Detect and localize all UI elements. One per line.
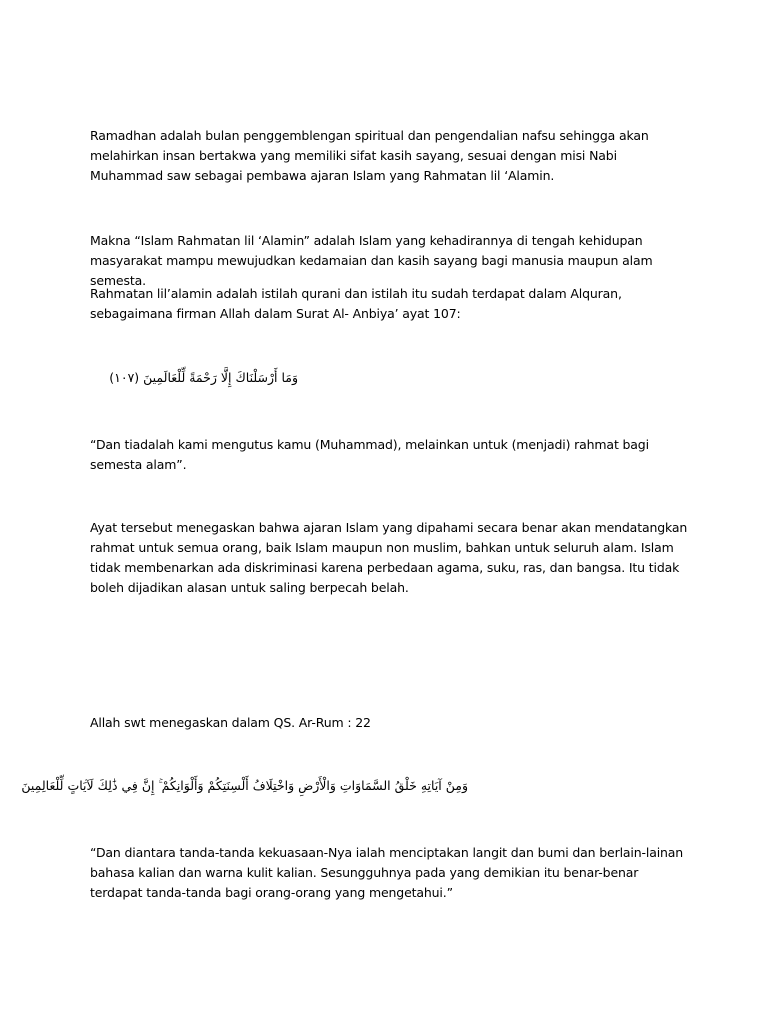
- translation-anbiya-107: “Dan tiadalah kami mengutus kamu (Muhammad), melainkan untuk (menjadi) rahmat bagi semesta alam”.: [90, 437, 649, 472]
- paragraph-ar-rum-intro: Allah swt menegaskan dalam QS. Ar-Rum : 22: [90, 715, 371, 730]
- paragraph-ayat-tersebut: Ayat tersebut menegaskan bahwa ajaran Islam yang dipahami secara benar akan mendatangkan rahmat untuk semua orang, baik Islam maupun non muslim, bahkan untuk seluruh alam. Islam tidak membenarkan ada diskriminasi karena perbedaan agama, suku, ras, dan bangsa. Itu tidak boleh dijadikan alasan untuk saling berpecah belah.: [90, 520, 688, 595]
- paragraph-istilah-qurani: Rahmatan lil’alamin adalah istilah qurani dan istilah itu sudah terdapat dalam Alquran, sebagaimana firman Allah dalam Surat Al- Anbiya’ ayat 107:: [90, 286, 622, 321]
- arabic-verse-anbiya-107: وَمَا أَرْسَلْنَاكَ إِلَّا رَحْمَةً لِّلْعَالَمِينَ (١٠٧): [109, 370, 298, 385]
- paragraph-ramadhan: Ramadhan adalah bulan penggemblengan spiritual dan pengendalian nafsu sehingga akan melahirkan insan bertakwa yang memiliki sifat kasih sayang, sesuai dengan misi Nabi Muhammad saw sebagai pembawa ajaran Islam yang Rahmatan lil ‘Alamin.: [90, 128, 649, 183]
- translation-ar-rum-22: “Dan diantara tanda-tanda kekuasaan-Nya ialah menciptakan langit dan bumi dan berlain-lainan bahasa kalian dan warna kulit kalian. Sesungguhnya pada yang demikian itu benar-benar terdapat tanda-tanda bagi orang-orang yang mengetahui.”: [90, 845, 684, 900]
- arabic-verse-ar-rum-22: وَمِنْ آيَاتِهِ خَلْقُ السَّمَاوَاتِ وَالْأَرْضِ وَاخْتِلَافُ أَلْسِنَتِكُمْ وَأَلْوَانِكُمْ ۚ إِنَّ فِي ذَٰلِكَ لَآيَاتٍ لِّلْعَالِمِينَ: [21, 778, 468, 793]
- paragraph-makna-rahmatan: Makna “Islam Rahmatan lil ‘Alamin” adalah Islam yang kehadirannya di tengah kehidupan masyarakat mampu mewujudkan kedamaian dan kasih sayang bagi manusia maupun alam semesta.: [90, 233, 653, 288]
